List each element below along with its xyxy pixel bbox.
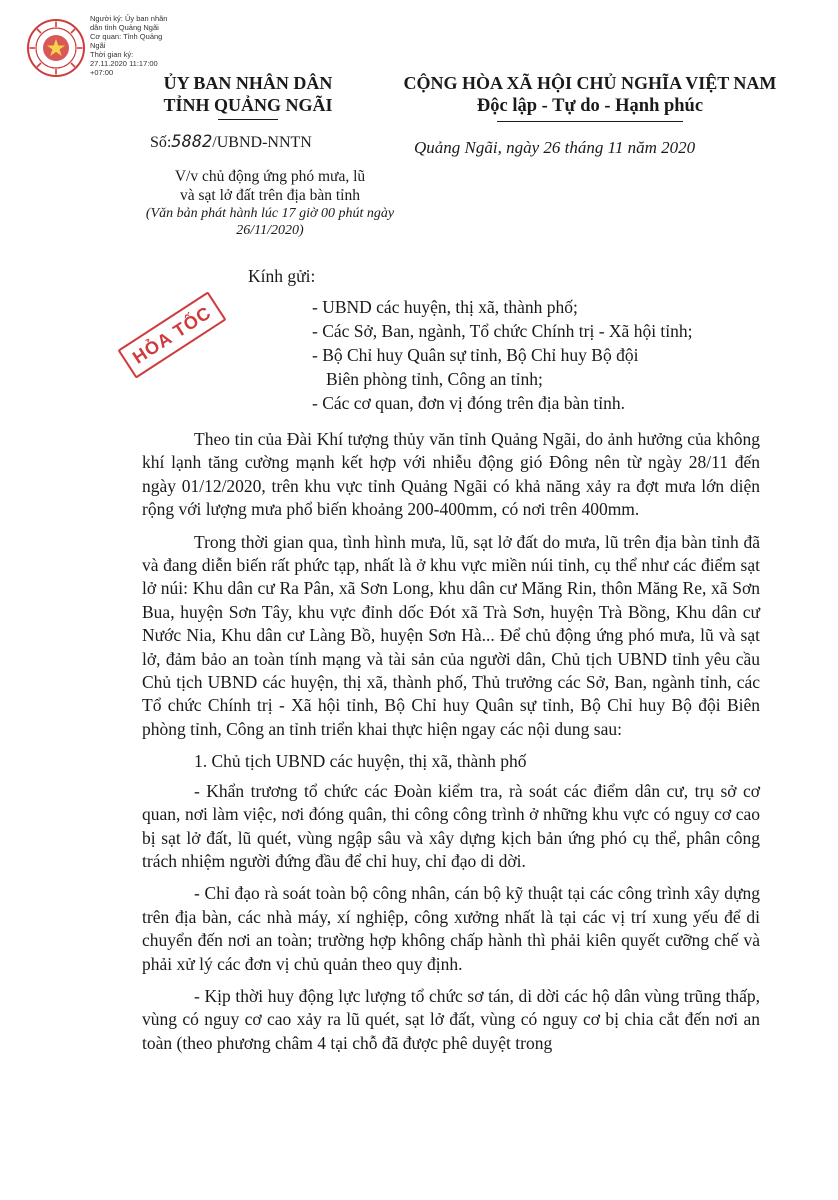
issue-date: Quảng Ngãi, ngày 26 tháng 11 năm 2020 — [414, 138, 696, 157]
body-paragraph: Trong thời gian qua, tình hình mưa, lũ, sạt lở đất do mưa, lũ trên địa bàn tỉnh đã và đang diễn biến rất phức tạp, nhất là ở khu vực miền núi tỉnh, cụ thể như các điểm sạt lở núi: Khu dân cư Ra Pân, xã Sơn Long, khu dân cư Măng Rin, thôn Măng Re, xã Sơn Bua, huyện Sơn Tây, khu vực đỉnh dốc Đót xã Trà Sơn, huyện Trà Bồng, Khu dân cư Nước Nia, Khu dân cư Làng Bồ, huyện Sơn Hà... Để chủ động ứng phó mưa, lũ và sạt lở, đảm bảo an toàn tính mạng và tài sản của người dân, Chủ tịch UBND tỉnh yêu cầu Chủ tịch UBND các huyện, thị xã, thành phố, Thủ trưởng các Sở, Ban, ngành tỉnh, các Tổ chức Chính trị - Xã hội tỉnh, Bộ Chỉ huy Quân sự tỉnh, Bộ Chỉ huy Bộ đội Biên phòng tỉnh, Công an tỉnh triển khai thực hiện ngay các nội dung sau: — [142, 531, 760, 739]
national-motto: Độc lập - Tự do - Hạnh phúc — [476, 96, 704, 116]
urgent-stamp: HỎA TỐC — [117, 291, 226, 378]
body-paragraph: - Chỉ đạo rà soát toàn bộ công nhân, cán bộ kỹ thuật tại các công trình xây dựng trên địa bàn, các nhà máy, xí nghiệp, công xưởng nhất là tại các vị trí xung yếu để di chuyển đến nơi an toàn; trường hợp không chấp hành thì phải kiên quyết cưỡng chế và phải xử lý các đơn vị chủ quản theo quy định. — [142, 883, 760, 974]
body-paragraph: Theo tin của Đài Khí tượng thủy văn tỉnh Quảng Ngãi, do ảnh hưởng của không khí lạnh tăng cường mạnh kết hợp với nhiễu động gió Đông nên từ ngày 28/11 đến ngày 01/12/2020, trên khu vực tỉnh Quảng Ngãi có khả năng xảy ra đợt mưa lớn diện rộng với lượng mưa phổ biến khoảng 200-400mm, có nơi trên 400mm. — [142, 429, 760, 520]
signature-line: Người ký: Ủy ban nhân — [90, 14, 168, 23]
seal-icon — [26, 18, 86, 78]
country-name: CỘNG HÒA XÃ HỘI CHỦ NGHĨA VIỆT NAM — [403, 73, 777, 93]
authority-line-2: TỈNH QUẢNG NGÃI — [163, 95, 333, 115]
issuing-authority — [128, 72, 368, 120]
subject-line-2: và sạt lở đất trên địa bàn tỉnh — [180, 187, 360, 204]
digital-signature-info — [90, 14, 200, 77]
section-heading: 1. Chủ tịch UBND các huyện, thị xã, thành phố — [194, 751, 527, 772]
signature-line: +07:00 — [90, 68, 114, 77]
body-paragraph: - Kịp thời huy động lực lượng tổ chức sơ tán, di dời các hộ dân vùng trũng thấp, vùng có nguy cơ cao xảy ra lũ quét, sạt lở đất, vùng có nguy cơ bị chia cắt đến nơi an toàn (theo phương châm 4 tại chỗ đã được phê duyệt trong — [142, 985, 760, 1053]
signature-line: dân tỉnh Quảng Ngãi — [90, 23, 159, 32]
national-title — [370, 72, 810, 122]
signature-line: 27.11.2020 11:17:00 — [90, 59, 158, 68]
document-body — [142, 428, 760, 1064]
recipient-item: - UBND các huyện, thị xã, thành phố; — [312, 297, 578, 317]
subject-line-1: V/v chủ động ứng phó mưa, lũ — [174, 168, 366, 185]
recipient-item: - Các Sở, Ban, ngành, Tổ chức Chính trị - Xã hội tỉnh; — [312, 321, 693, 341]
recipients-list — [312, 295, 732, 415]
issued-note: (Văn bản phát hành lúc 17 giờ 00 phút ngày 26/11/2020) — [145, 206, 395, 238]
signature-line: Cơ quan: Tỉnh Quảng — [90, 32, 163, 41]
authority-underline — [218, 119, 278, 120]
recipient-item: Biên phòng tỉnh, Công an tỉnh; — [326, 369, 543, 389]
doc-no-suffix: /UBND-NNTN — [212, 134, 312, 151]
recipients-greeting: Kính gửi: — [248, 266, 316, 286]
doc-no-prefix: Số: — [150, 134, 172, 151]
doc-no-number: 5882 — [171, 132, 213, 152]
document-number — [150, 132, 312, 152]
authority-line-1: ỦY BAN NHÂN DÂN — [163, 73, 333, 93]
recipient-item: - Bộ Chỉ huy Quân sự tỉnh, Bộ Chỉ huy Bộ đội — [312, 345, 639, 365]
document-subject — [135, 167, 405, 239]
motto-underline — [497, 121, 683, 122]
recipient-item: - Các cơ quan, đơn vị đóng trên địa bàn tỉnh. — [312, 393, 626, 413]
body-paragraph: - Khẩn trương tổ chức các Đoàn kiểm tra, rà soát các điểm dân cư, trụ sở cơ quan, nơi làm việc, nơi đóng quân, thi công công trình ở những khu vực có nguy cơ cao bị sạt lở đất, lũ quét, vùng ngập sâu và xây dựng kịch bản ứng phó cụ thể, phân công trách nhiệm người đứng đầu để chỉ huy, chỉ đạo di dời. — [142, 780, 760, 871]
signature-line: Thời gian ký: — [90, 50, 134, 59]
signature-line: Ngãi — [90, 41, 106, 50]
